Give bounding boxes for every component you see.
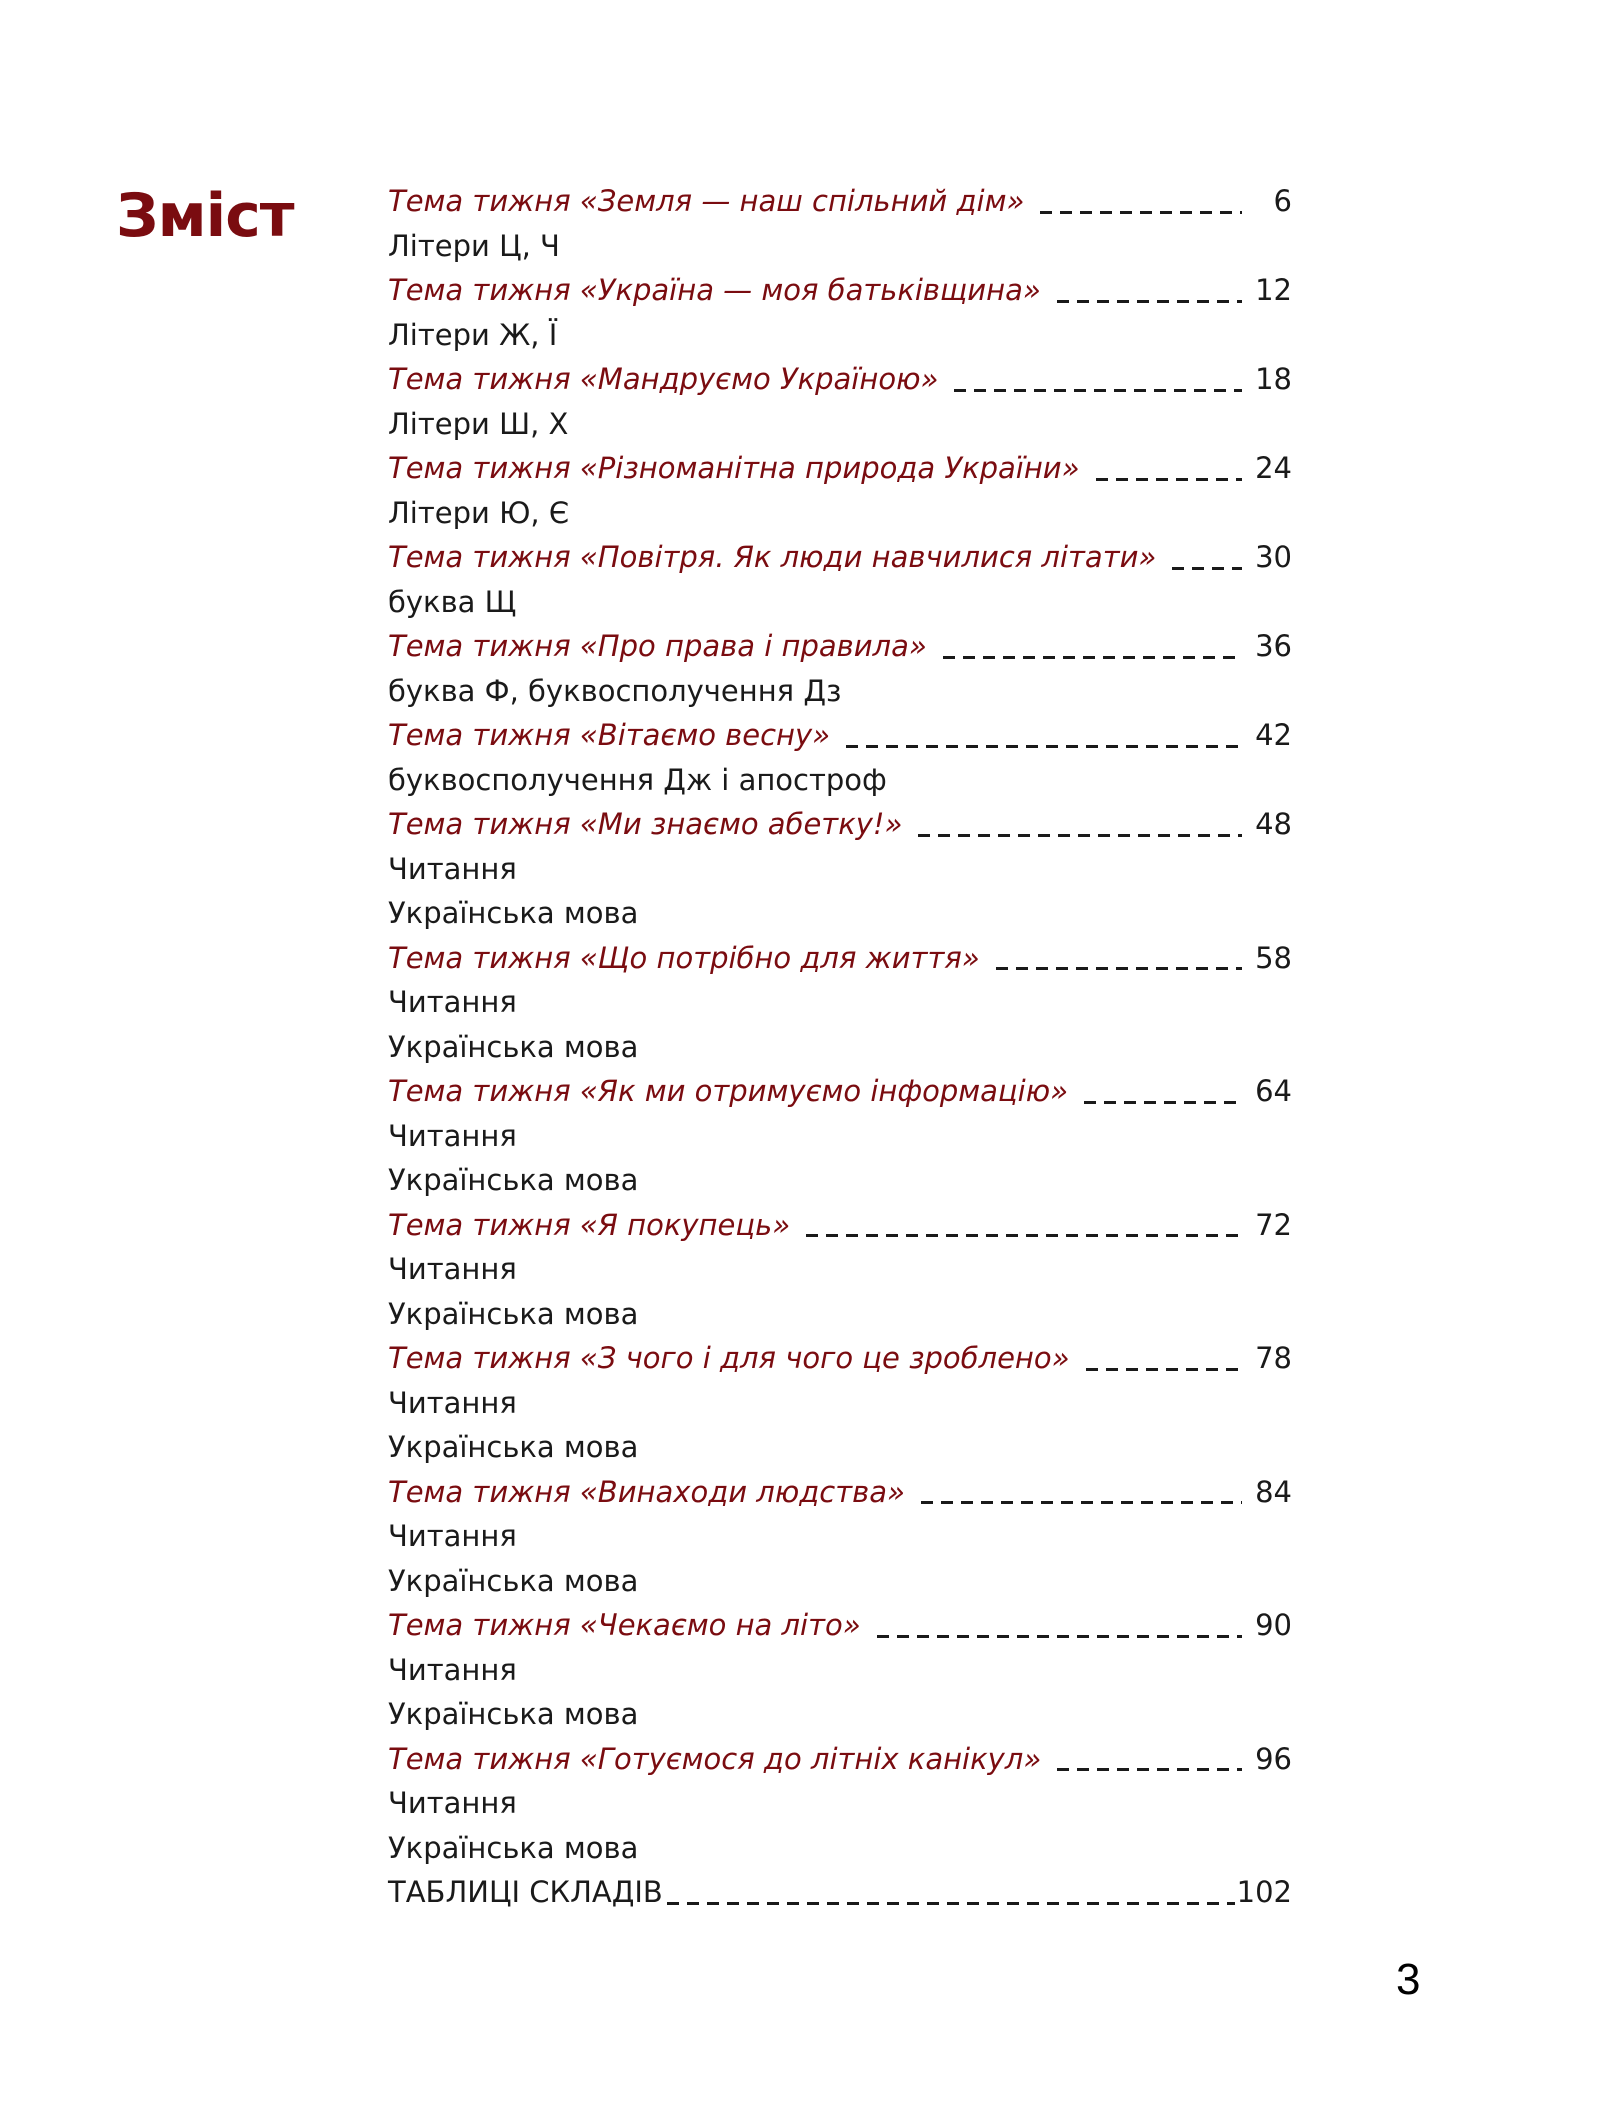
toc-theme-entry[interactable] <box>388 1069 1292 1114</box>
toc-entry-page: 42 <box>1255 718 1292 753</box>
dot-leader <box>667 1902 1235 1905</box>
toc-entry-page: 24 <box>1255 451 1292 486</box>
toc-entry-title: ТАБЛИЦІ СКЛАДІВ <box>388 1875 663 1910</box>
toc-entry-page: 96 <box>1255 1741 1292 1776</box>
toc-entry-title: Українська мова <box>388 1163 639 1198</box>
toc-entry-title: Літери Ю, Є <box>388 495 570 530</box>
toc-theme-entry[interactable] <box>388 1336 1292 1381</box>
dot-leader <box>1040 211 1242 214</box>
toc-entry-title: Літери Ш, Х <box>388 406 569 441</box>
toc-entry-page: 36 <box>1255 629 1292 664</box>
toc-entry-title: Тема тижня «Про права і правила» <box>388 629 927 664</box>
toc-entry-title: буква Ф, буквосполучення Дз <box>388 673 842 708</box>
toc-entry-title: Тема тижня «Земля — наш спільний дім» <box>388 184 1025 219</box>
toc-theme-entry[interactable] <box>388 1203 1292 1248</box>
dot-leader <box>918 834 1242 837</box>
toc-entry-page: 78 <box>1255 1341 1292 1376</box>
toc-entry-page: 84 <box>1255 1474 1292 1509</box>
toc-entry-page: 12 <box>1255 273 1292 308</box>
toc-entry-page: 18 <box>1255 362 1292 397</box>
toc-entry-title: Українська мова <box>388 896 639 931</box>
toc-entry-page: 102 <box>1236 1875 1292 1910</box>
toc-subentry <box>388 758 1292 803</box>
toc-entry-title: Тема тижня «Чекаємо на літо» <box>388 1608 861 1643</box>
toc-subentry <box>388 1292 1292 1337</box>
toc-entry-title: Читання <box>388 1252 517 1287</box>
toc-subentry <box>388 1425 1292 1470</box>
toc-theme-entry[interactable] <box>388 535 1292 580</box>
toc-entry-title: буква Щ <box>388 584 517 619</box>
dot-leader <box>954 389 1242 392</box>
dot-leader <box>1096 478 1242 481</box>
toc-theme-entry[interactable] <box>388 357 1292 402</box>
toc-theme-entry[interactable] <box>388 179 1292 224</box>
toc-entry-title: Українська мова <box>388 1563 639 1598</box>
toc-entry-title: Тема тижня «Як ми отримуємо інформацію» <box>388 1074 1069 1109</box>
toc-subentry <box>388 847 1292 892</box>
toc-subentry <box>388 1781 1292 1826</box>
toc-subentry <box>388 1025 1292 1070</box>
toc-subentry <box>388 980 1292 1025</box>
toc-entry-page: 58 <box>1255 940 1292 975</box>
toc-entry-title: Читання <box>388 1118 517 1153</box>
dot-leader <box>846 745 1242 748</box>
toc-theme-entry[interactable] <box>388 713 1292 758</box>
toc-entry-title: Тема тижня «Що потрібно для життя» <box>388 940 980 975</box>
toc-entry-page: 72 <box>1255 1207 1292 1242</box>
toc-entry-page: 6 <box>1273 184 1292 219</box>
toc-theme-entry[interactable] <box>388 446 1292 491</box>
toc-entry-title: Тема тижня «Ми знаємо абетку!» <box>388 807 903 842</box>
toc-entry-title: Українська мова <box>388 1697 639 1732</box>
toc-entry-title: Тема тижня «Україна — моя батьківщина» <box>388 273 1041 308</box>
toc-theme-entry[interactable] <box>388 936 1292 981</box>
toc-subentry <box>388 1692 1292 1737</box>
toc-subentry <box>388 1247 1292 1292</box>
toc-tables-entry[interactable] <box>388 1870 1292 1915</box>
toc-entry-title: Тема тижня «Різноманітна природа України» <box>388 451 1080 486</box>
dot-leader <box>1057 300 1242 303</box>
toc-entry-title: Тема тижня «Винаходи людства» <box>388 1474 905 1509</box>
table-of-contents <box>388 179 1292 1915</box>
toc-entry-title: Читання <box>388 985 517 1020</box>
toc-theme-entry[interactable] <box>388 268 1292 313</box>
toc-entry-page: 48 <box>1255 807 1292 842</box>
toc-entry-title: Літери Ц, Ч <box>388 228 560 263</box>
toc-entry-title: Українська мова <box>388 1029 639 1064</box>
toc-theme-entry[interactable] <box>388 1603 1292 1648</box>
toc-subentry <box>388 1381 1292 1426</box>
toc-entry-title: Тема тижня «Я покупець» <box>388 1207 791 1242</box>
toc-entry-title: Тема тижня «Вітаємо весну» <box>388 718 831 753</box>
toc-entry-title: буквосполучення Дж і апостроф <box>388 762 887 797</box>
dot-leader <box>877 1635 1242 1638</box>
dot-leader <box>806 1234 1242 1237</box>
toc-entry-page: 30 <box>1255 540 1292 575</box>
toc-entry-title: Літери Ж, Ї <box>388 317 558 352</box>
toc-theme-entry[interactable] <box>388 802 1292 847</box>
toc-entry-title: Тема тижня «З чого і для чого це зроблено» <box>388 1341 1070 1376</box>
page-title: Зміст <box>116 181 294 251</box>
toc-subentry <box>388 1559 1292 1604</box>
toc-subentry <box>388 1514 1292 1559</box>
toc-subentry <box>388 891 1292 936</box>
toc-entry-title: Українська мова <box>388 1296 639 1331</box>
toc-subentry <box>388 224 1292 269</box>
dot-leader <box>996 967 1242 970</box>
dot-leader <box>921 1501 1242 1504</box>
toc-subentry <box>388 402 1292 447</box>
dot-leader <box>1057 1768 1242 1771</box>
toc-theme-entry[interactable] <box>388 1470 1292 1515</box>
toc-entry-title: Читання <box>388 1652 517 1687</box>
toc-entry-title: Українська мова <box>388 1830 639 1865</box>
page-number: 3 <box>1396 1955 1421 2004</box>
toc-entry-title: Читання <box>388 851 517 886</box>
dot-leader <box>1172 567 1242 570</box>
toc-entry-title: Тема тижня «Мандруємо Україною» <box>388 362 939 397</box>
toc-entry-page: 64 <box>1255 1074 1292 1109</box>
toc-entry-title: Тема тижня «Готуємося до літніх канікул» <box>388 1741 1042 1776</box>
toc-subentry <box>388 491 1292 536</box>
toc-subentry <box>388 1158 1292 1203</box>
toc-entry-title: Тема тижня «Повітря. Як люди навчилися літати» <box>388 540 1157 575</box>
toc-entry-title: Читання <box>388 1786 517 1821</box>
toc-subentry <box>388 580 1292 625</box>
toc-entry-page: 90 <box>1255 1608 1292 1643</box>
toc-entry-title: Читання <box>388 1385 517 1420</box>
dot-leader <box>1086 1368 1242 1371</box>
dot-leader <box>943 656 1242 659</box>
toc-subentry <box>388 669 1292 714</box>
toc-theme-entry[interactable] <box>388 624 1292 669</box>
toc-subentry <box>388 1114 1292 1159</box>
toc-subentry <box>388 1648 1292 1693</box>
dot-leader <box>1084 1101 1242 1104</box>
toc-subentry <box>388 313 1292 358</box>
toc-theme-entry[interactable] <box>388 1737 1292 1782</box>
toc-subentry <box>388 1826 1292 1871</box>
toc-entry-title: Українська мова <box>388 1430 639 1465</box>
toc-entry-title: Читання <box>388 1519 517 1554</box>
